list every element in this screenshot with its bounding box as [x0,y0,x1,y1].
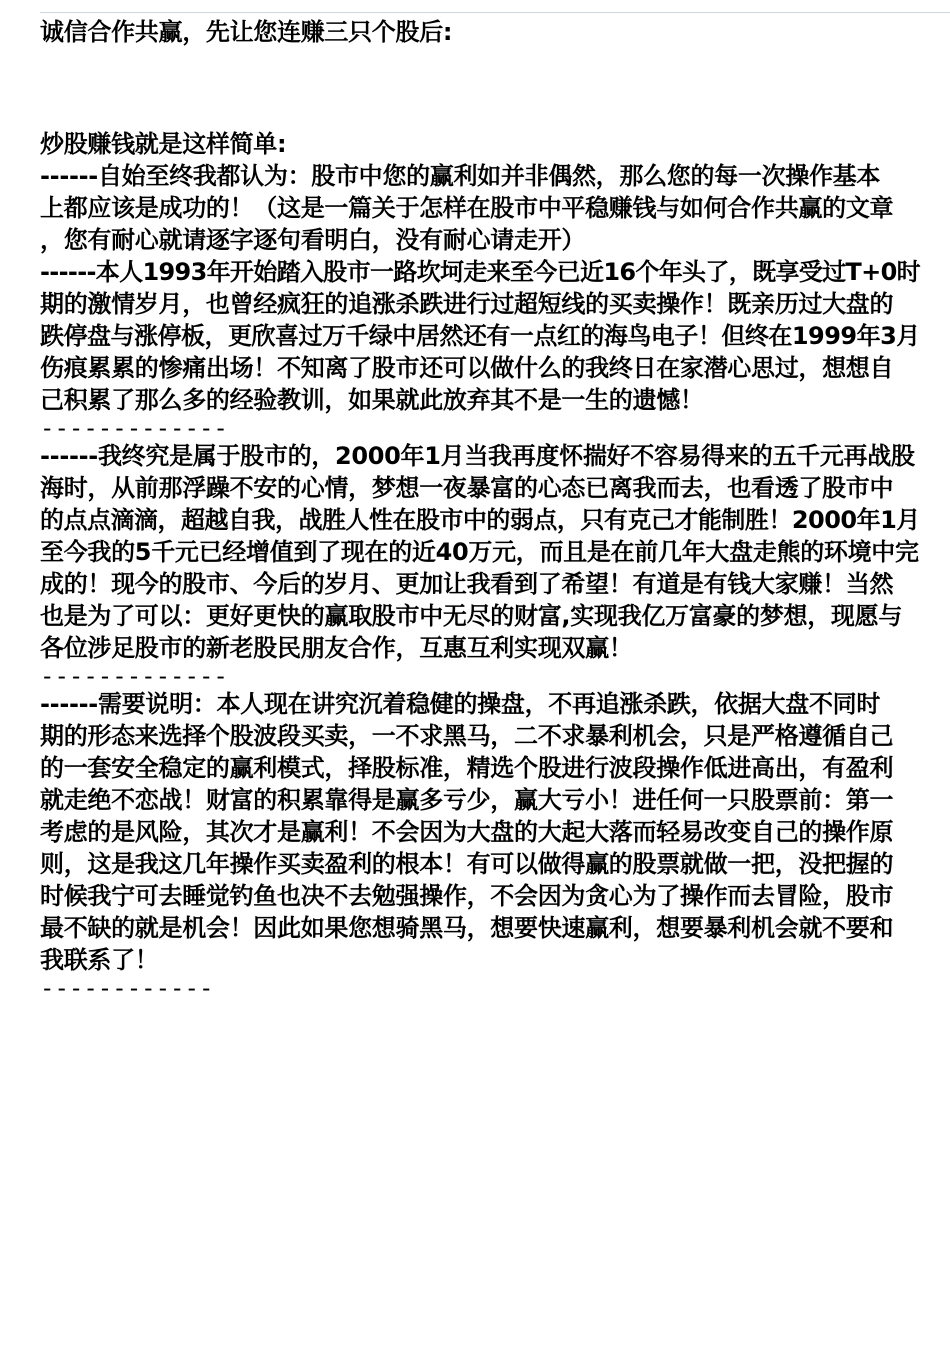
paragraph-line: 也是为了可以：更好更快的赢取股市中无尽的财富,实现我亿万富豪的梦想，现愿与 [40,602,903,630]
paragraph-line: 最不缺的就是机会！因此如果您想骑黑马，想要快速赢利，想要暴利机会就不要和 [40,914,894,942]
paragraph-line: 伤痕累累的惨痛出场！不知离了股市还可以做什么的我终日在家潜心思过，想想自 [40,354,894,382]
paragraph-line: 的点点滴滴，超越自我，战胜人性在股市中的弱点，只有克己才能制胜！2000年1月 [40,506,920,534]
blank-gap [40,48,920,128]
paragraph-1 [40,160,920,256]
paragraph-line: 时候我宁可去睡觉钓鱼也决不去勉强操作，不会因为贪心为了操作而去冒险，股市 [40,882,894,910]
paragraph-2 [40,256,920,440]
top-rule [40,12,950,13]
paragraph-line: 至今我的5千元已经增值到了现在的近40万元，而且是在前几年大盘走熊的环境中完 [40,538,919,566]
paragraph-line: 的一套安全稳定的赢利模式，择股标准，精选个股进行波段操作低进高出，有盈利 [40,754,894,782]
paragraph-line: 就走绝不恋战！财富的积累靠得是赢多亏少，赢大亏小！进任何一只股票前：第一 [40,786,894,814]
paragraph-line: 各位涉足股市的新老股民朋友合作，互惠互利实现双赢！ [40,634,633,662]
document-title: 诚信合作共赢，先让您连赚三只个股后: [40,18,453,46]
separator-line: ------------- [40,662,228,690]
paragraph-3 [40,440,920,688]
paragraph-line: 海时，从前那浮躁不安的心情，梦想一夜暴富的心态已离我而去，也看透了股市中 [40,474,894,502]
paragraph-line: ------需要说明：本人现在讲究沉着稳健的操盘，不再追涨杀跌，依据大盘不同时 [40,690,881,718]
separator-line: ------------- [40,414,228,442]
paragraph-4 [40,688,920,1000]
paragraph-line: 上都应该是成功的！（这是一篇关于怎样在股市中平稳赚钱与如何合作共赢的文章 [40,194,894,222]
paragraph-line: 成的！现今的股市、今后的岁月、更加让我看到了希望！有道是有钱大家赚！当然 [40,570,894,598]
paragraph-line: 跌停盘与涨停板，更欣喜过万千绿中居然还有一点红的海鸟电子！但终在1999年3月 [40,322,920,350]
paragraph-line: 考虑的是风险，其次才是赢利！不会因为大盘的大起大落而轻易改变自己的操作原 [40,818,894,846]
separator-line: ------------ [40,974,214,1002]
paragraph-line: 己积累了那么多的经验教训，如果就此放弃其不是一生的遗憾！ [40,386,704,414]
document-subtitle: 炒股赚钱就是这样简单: [40,130,287,158]
paragraph-line: 我联系了！ [40,946,159,974]
paragraph-line: ------自始至终我都认为：股市中您的赢利如并非偶然，那么您的每一次操作基本 [40,162,881,190]
paragraph-line: 期的形态来选择个股波段买卖，一不求黑马，二不求暴利机会，只是严格遵循自己 [40,722,894,750]
paragraph-line: ------我终究是属于股市的，2000年1月当我再度怀揣好不容易得来的五千元再战股 [40,442,915,470]
document-body [40,16,920,1000]
paragraph-line: ，您有耐心就请逐字逐句看明白，没有耐心请走开） [40,226,586,254]
paragraph-line: 期的激情岁月，也曾经疯狂的追涨杀跌进行过超短线的买卖操作！既亲历过大盘的 [40,290,894,318]
paragraph-line: ------本人1993年开始踏入股市一路坎坷走来至今已近16个年头了，既享受过T+0时 [40,258,920,286]
paragraph-line: 则，这是我这几年操作买卖盈利的根本！有可以做得赢的股票就做一把，没把握的 [40,850,894,878]
